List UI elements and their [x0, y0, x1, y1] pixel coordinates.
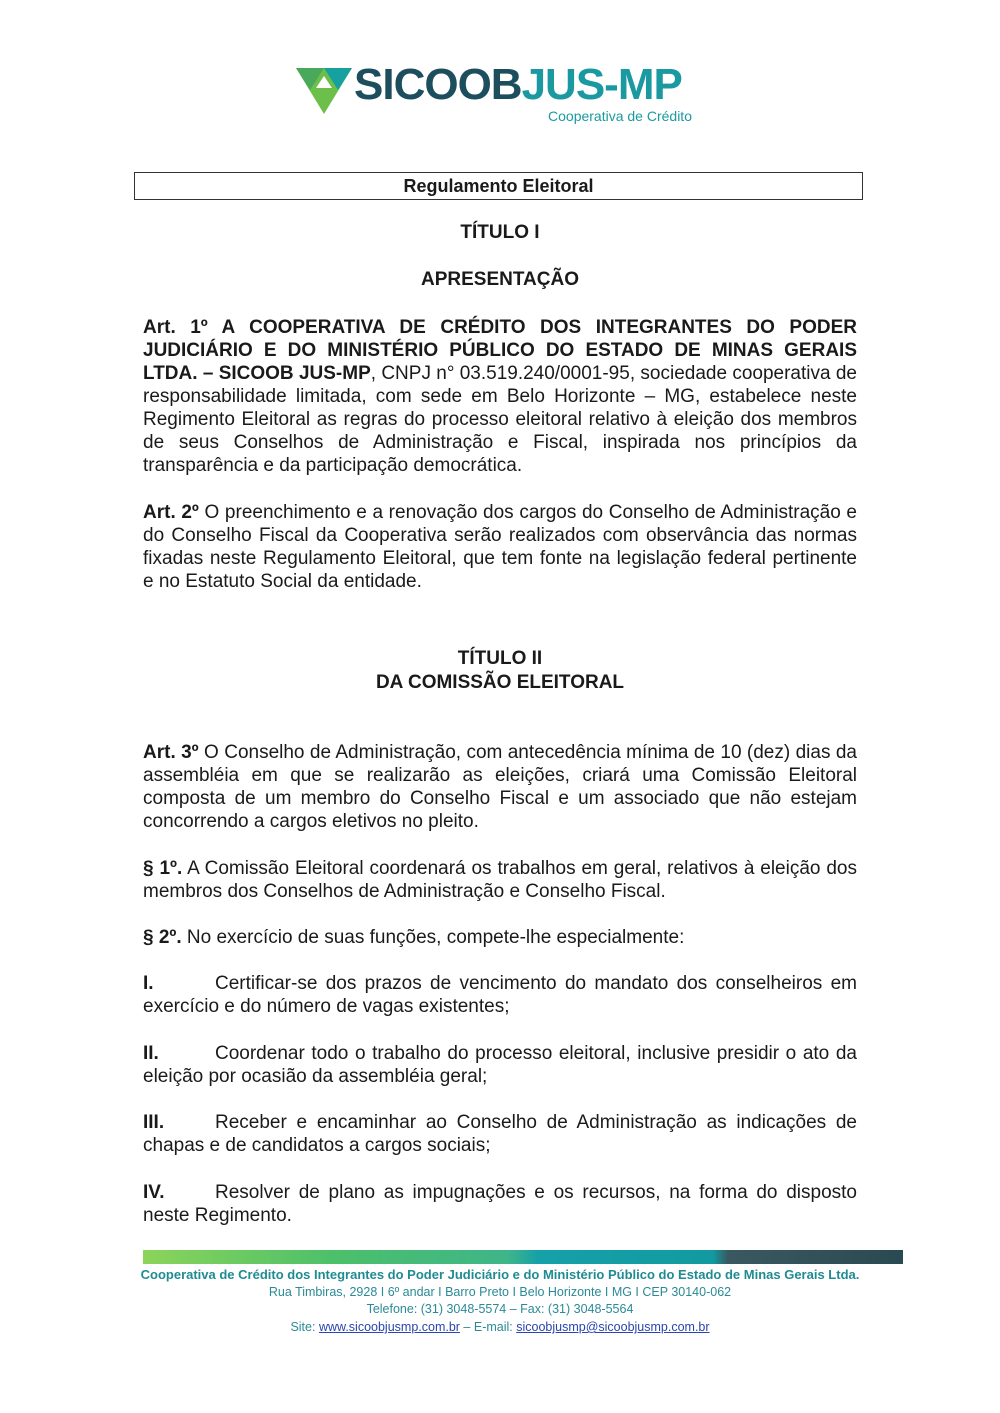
list-item-number: II.: [143, 1043, 159, 1064]
list-item: [143, 972, 857, 1018]
paragraph-2-heading: § 2º.: [143, 927, 182, 948]
logo-brand-light: JUS-MP: [521, 60, 682, 109]
sicoob-logo: [296, 60, 696, 126]
list-item-number: IV.: [143, 1182, 165, 1203]
list-item-text: Certificar-se dos prazos de vencimento do mandato dos conselheiros em exercício e do número de vagas existentes;: [143, 973, 857, 1017]
footer-site-label: Site:: [290, 1320, 319, 1334]
article-2-text: O preenchimento e a renovação dos cargos do Conselho de Administração e do Conselho Fiscal da Cooperativa serão realizados com observância das normas fixadas neste Regulamento Eleitoral, que tem fonte na legislação federal pertinente e no Estatuto Social da entidade.: [143, 502, 857, 592]
footer-address: Rua Timbiras, 2928 I 6º andar I Barro Preto I Belo Horizonte I MG I CEP 30140-062: [268, 1285, 732, 1299]
article-1: [143, 316, 857, 477]
article-3: [143, 741, 857, 833]
list-item-text: Receber e encaminhar ao Conselho de Administração as indicações de chapas e de candidatos a cargos sociais;: [143, 1112, 857, 1156]
footer-contact: [100, 1320, 900, 1334]
paragraph-1-text: A Comissão Eleitoral coordenará os trabalhos em geral, relativos à eleição dos membros dos Conselhos de Administração e Conselho Fiscal.: [143, 858, 858, 902]
footer-color-bar: [143, 1250, 903, 1264]
list-item-number: I.: [143, 973, 154, 994]
logo-brand-dark: SICOOB: [354, 60, 522, 109]
list-item-number: III.: [143, 1112, 165, 1133]
list-item-text: Coordenar todo o trabalho do processo eleitoral, inclusive presidir o ato da eleição por ocasião da assembléia geral;: [143, 1043, 857, 1087]
article-1-heading: Art. 1º A COOPERATIVA DE CRÉDITO DOS INTEGRANTES DO PODER JUDICIÁRIO E DO MINISTÉRIO PÚBLICO DO ESTADO DE MINAS GERAIS LTDA. – SICOOB JUS-MP: [143, 317, 857, 384]
paragraph-1-heading: § 1º.: [143, 858, 183, 879]
titulo2-subtitle: DA COMISSÃO ELEITORAL: [375, 672, 625, 693]
list-item-text: Resolver de plano as impugnações e os recursos, na forma do disposto neste Regimento.: [143, 1182, 857, 1226]
article-3-heading: Art. 3º: [143, 742, 199, 763]
article-2: [143, 501, 857, 593]
titulo1-title: TÍTULO I: [460, 222, 540, 243]
footer-site-link[interactable]: www.sicoobjusmp.com.br: [318, 1320, 460, 1334]
logo-wordmark: [354, 60, 682, 110]
logo-subtitle: Cooperativa de Crédito: [548, 108, 692, 124]
footer-email-link[interactable]: sicoobjusmp@sicoobjusmp.com.br: [516, 1320, 710, 1334]
footer-email-label: – E-mail:: [459, 1320, 517, 1334]
article-2-heading: Art. 2º: [143, 502, 199, 523]
paragraph-2: [143, 926, 857, 949]
titulo2-title: TÍTULO II: [457, 648, 543, 669]
footer-phone: Telefone: (31) 3048-5574 – Fax: (31) 3048-5564: [366, 1302, 634, 1316]
article-1-text: , CNPJ n° 03.519.240/0001-95, sociedade cooperativa de responsabilidade limitada, com sede em Belo Horizonte – MG, estabelece neste Regimento Eleitoral as regras do processo eleitoral relativo à eleição dos membros de seus Conselhos de Administração e Fiscal, inspirada nos princípios da transparência e da participação democrática.: [143, 363, 857, 476]
document-header-box: Regulamento Eleitoral: [134, 172, 863, 200]
paragraph-2-text: No exercício de suas funções, compete-lhe especialmente:: [181, 927, 685, 948]
sicoob-logo-icon: [296, 68, 352, 114]
list-item: [143, 1042, 857, 1088]
list-item: [143, 1111, 857, 1157]
titulo1-subtitle: APRESENTAÇÃO: [421, 269, 579, 290]
article-3-text: O Conselho de Administração, com antecedência mínima de 10 (dez) dias da assembléia em que se realizarão as eleições, criará uma Comissão Eleitoral composta de um membro do Conselho Fiscal e um associado que não estejam concorrendo a cargos eletivos no pleito.: [143, 742, 857, 832]
footer-org: Cooperativa de Crédito dos Integrantes do Poder Judiciário e do Ministério Público do Estado de Minas Gerais Ltda.: [140, 1267, 860, 1282]
list-item: [143, 1181, 857, 1227]
paragraph-1: [143, 857, 857, 903]
